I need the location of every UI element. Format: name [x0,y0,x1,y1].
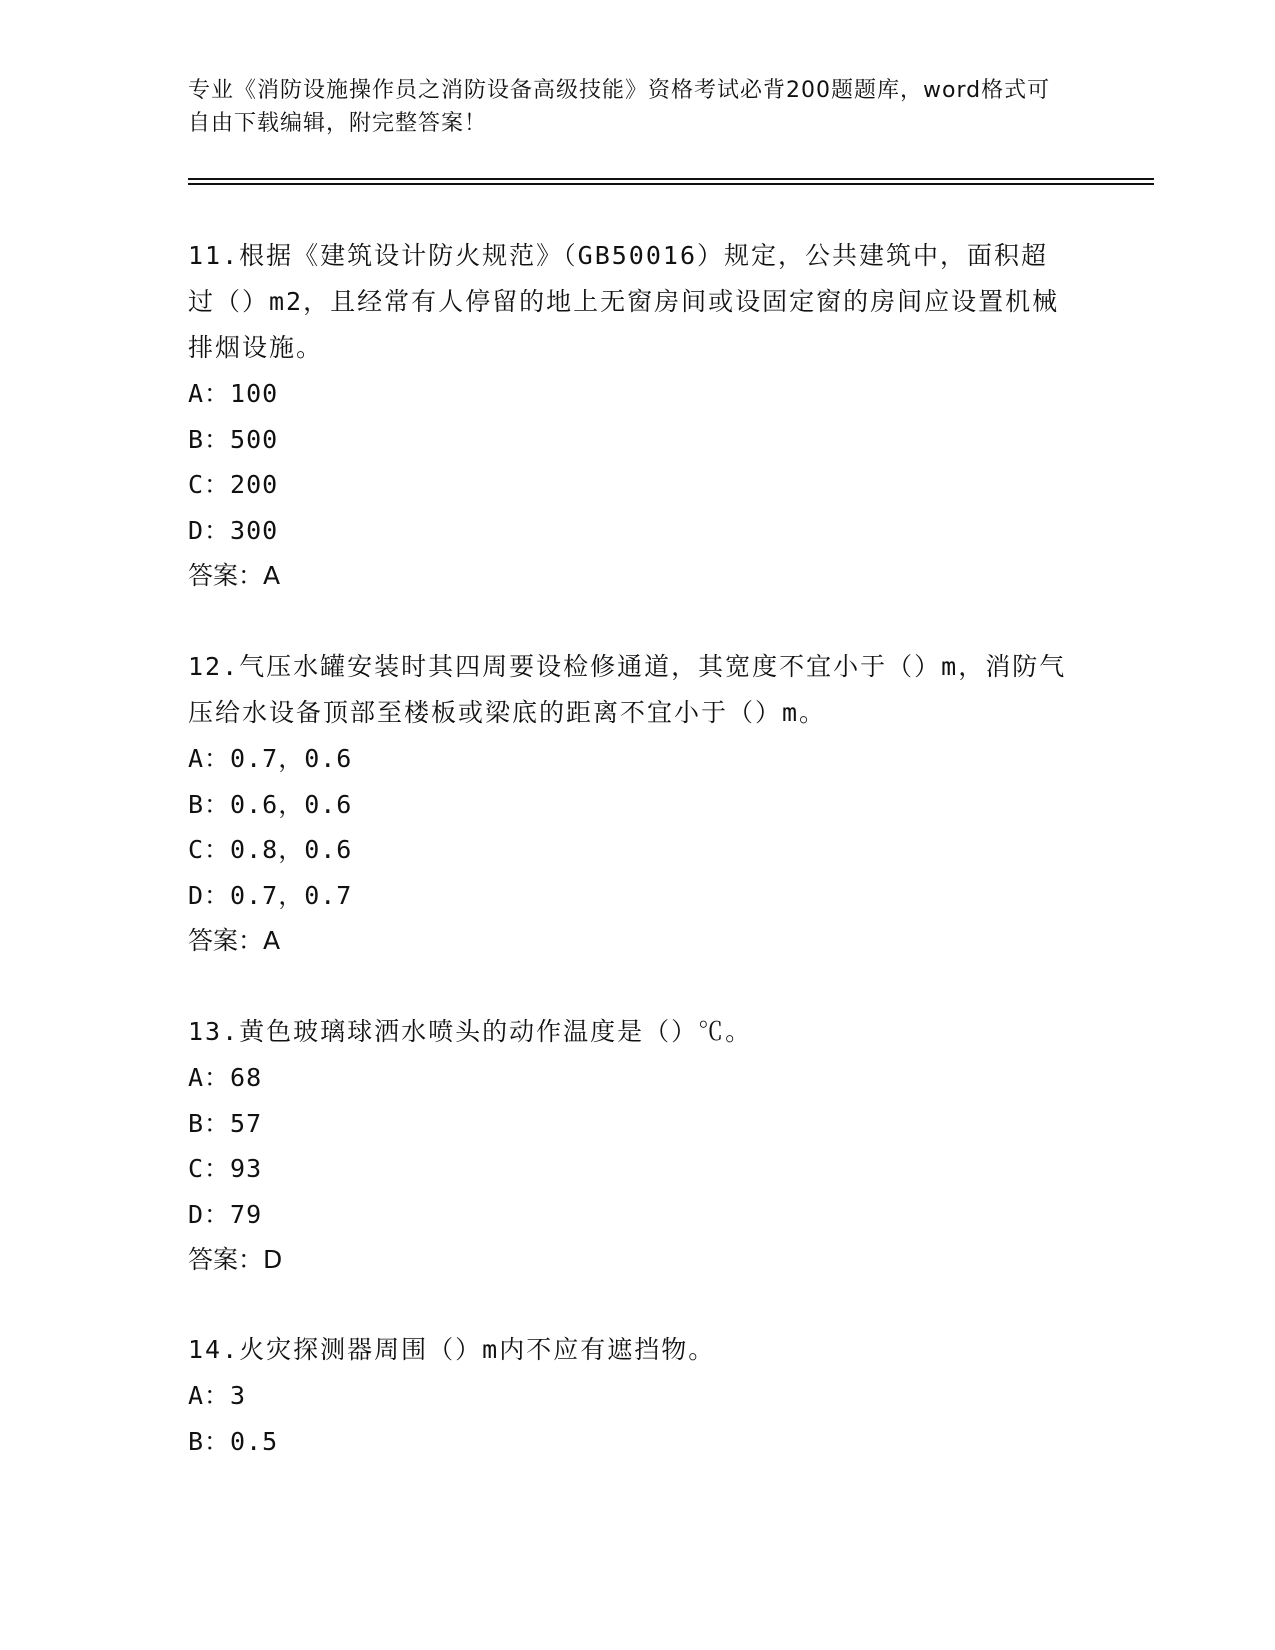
question-13 [188,1009,1068,1283]
header-rule-top [188,178,1154,180]
option-c: C：0.8，0.6 [188,835,353,864]
document-header: 专业《消防设施操作员之消防设备高级技能》资格考试必背200题题库，word格式可自由下载编辑，附完整答案！ [188,78,1051,136]
question-stem: 12.气压水罐安装时其四周要设检修通道，其宽度不宜小于（）m，消防气压给水设备顶部至楼板或梁底的距离不宜小于（）m。 [188,652,1067,727]
question-stem: 13.黄色玻璃球洒水喷头的动作温度是（）℃。 [188,1017,753,1046]
option-b: B：0.5 [188,1426,279,1456]
option-d: D：300 [188,515,279,545]
question-12 [188,644,1068,964]
answer: 答案：A [188,926,281,955]
option-a: A：3 [188,1381,247,1410]
option-c: C：93 [188,1154,263,1183]
option-d: D：0.7，0.7 [188,880,353,910]
option-d: D：79 [188,1199,263,1229]
option-b: B：500 [188,424,279,454]
answer: 答案：A [188,561,281,590]
question-14 [188,1327,1068,1464]
option-b: B：57 [188,1108,263,1138]
header-rule-bottom [188,183,1154,185]
option-b: B：0.6，0.6 [188,789,353,819]
option-a: A：0.7，0.6 [188,744,353,773]
option-a: A：68 [188,1063,263,1092]
question-11 [188,233,1068,599]
option-a: A：100 [188,379,279,408]
answer: 答案：D [188,1245,283,1274]
option-c: C：200 [188,470,279,499]
question-stem: 11.根据《建筑设计防火规范》（GB50016）规定，公共建筑中，面积超过（）m2，且经常有人停留的地上无窗房间或设固定窗的房间应设置机械排烟设施。 [188,241,1060,362]
question-stem: 14.火灾探测器周围（）m内不应有遮挡物。 [188,1335,716,1364]
